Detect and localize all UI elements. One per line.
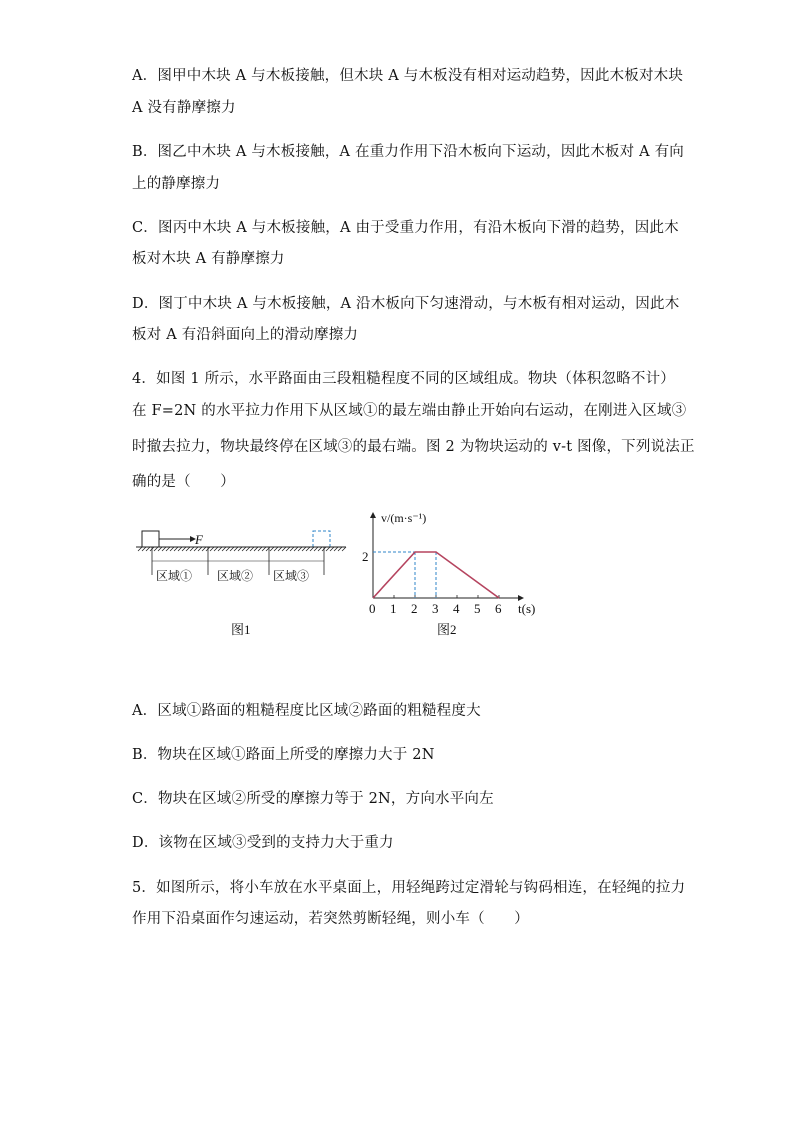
ground-hatch (178, 547, 182, 551)
ground-hatch (314, 547, 318, 551)
ground-hatch (222, 547, 226, 551)
ground-hatch (338, 547, 342, 551)
ground-hatch (290, 547, 294, 551)
x-tick-label: 6 (495, 601, 502, 616)
ground-hatch (154, 547, 158, 551)
q5-stem-line2: 作用下沿桌面作匀速运动，若突然剪断轻绳，则小车（ ） (132, 911, 529, 927)
ground-hatch (170, 547, 174, 551)
q3-option-a-line2: A 没有静摩擦力 (132, 100, 236, 116)
q3-option-a-line1: A．图甲中木块 A 与木板接触，但木块 A 与木板没有相对运动趋势，因此木板对木块 (132, 68, 684, 84)
ground-hatch (226, 547, 230, 551)
x-tick-label: 5 (474, 601, 481, 616)
ground-hatch (158, 547, 162, 551)
ground-hatch (234, 547, 238, 551)
x-tick-label: 0 (369, 601, 376, 616)
ground-hatch (282, 547, 286, 551)
q3-option-b-line2: 上的静摩擦力 (132, 176, 221, 192)
ground-hatch (242, 547, 246, 551)
ground-hatch (274, 547, 278, 551)
q4-stem-line1: 4．如图 1 所示，水平路面由三段粗糙程度不同的区域组成。物块（体积忽略不计） (132, 371, 675, 387)
x-axis-label: t(s) (518, 601, 536, 616)
ground-hatch (138, 547, 142, 551)
q4-stem-line2: 在 F=2N 的水平拉力作用下从区域①的最左端由静止开始向右运动，在刚进入区域③ (132, 403, 687, 419)
ground-hatch (310, 547, 314, 551)
force-label: F (195, 532, 203, 547)
ground-hatch (278, 547, 282, 551)
ground-hatch (166, 547, 170, 551)
q4-option-c: C．物块在区域②所受的摩擦力等于 2N，方向水平向左 (132, 791, 494, 807)
ground-hatch (334, 547, 338, 551)
ground-hatch (142, 547, 146, 551)
ground-hatch (258, 547, 262, 551)
q4-option-a: A．区域①路面的粗糙程度比区域②路面的粗糙程度大 (132, 703, 481, 719)
final-position-block (313, 531, 330, 547)
ground-hatch (298, 547, 302, 551)
ground-hatch (286, 547, 290, 551)
ground-hatch (218, 547, 222, 551)
block (142, 531, 159, 547)
ground-hatch (214, 547, 218, 551)
ground-hatch (238, 547, 242, 551)
y-tick-2: 2 (362, 549, 369, 564)
ground-hatch (186, 547, 190, 551)
figure1-caption: 图1 (231, 622, 251, 637)
ground-hatch (162, 547, 166, 551)
q3-option-d-line2: 板对 A 有沿斜面向上的滑动摩擦力 (132, 327, 359, 343)
ground-hatch (342, 547, 346, 551)
x-tick-label: 4 (453, 601, 460, 616)
region-1-label: 区域① (156, 569, 193, 583)
figure2-caption: 图2 (437, 622, 457, 637)
ground-hatch (254, 547, 258, 551)
ground-hatch (210, 547, 214, 551)
ground-hatch (230, 547, 234, 551)
ground-hatch (302, 547, 306, 551)
ground-hatch (330, 547, 334, 551)
q4-stem-line3: 时撤去拉力，物块最终停在区域③的最右端。图 2 为物块运动的 v-t 图像，下列说法正 (132, 439, 695, 455)
ground-hatch (270, 547, 274, 551)
ground-hatch (262, 547, 266, 551)
ground-hatch (306, 547, 310, 551)
q3-option-c-line2: 板对木块 A 有静摩擦力 (132, 251, 285, 267)
ground-hatch (146, 547, 150, 551)
region-3-label: 区域③ (273, 569, 310, 583)
q3-option-d-line1: D．图丁中木块 A 与木板接触，A 沿木板向下匀速滑动，与木板有相对运动，因此木 (132, 296, 680, 312)
x-tick-label: 2 (411, 601, 418, 616)
y-axis-label: v/(m·s⁻¹) (381, 511, 427, 525)
q3-option-c-line1: C．图丙中木块 A 与木板接触，A 由于受重力作用，有沿木板向下滑的趋势，因此木 (132, 220, 679, 236)
ground-hatch (250, 547, 254, 551)
q4-option-b: B．物块在区域①路面上所受的摩擦力大于 2N (132, 747, 435, 763)
q4-option-d: D．该物在区域③受到的支持力大于重力 (132, 835, 394, 851)
figure1-road-diagram (132, 525, 354, 595)
ground-hatch (294, 547, 298, 551)
ground-hatch (326, 547, 330, 551)
ground-hatch (190, 547, 194, 551)
ground-hatch (174, 547, 178, 551)
x-tick-label: 1 (390, 601, 397, 616)
ground-hatch (182, 547, 186, 551)
region-2-label: 区域② (217, 569, 254, 583)
q5-stem-line1: 5．如图所示，将小车放在水平桌面上，用轻绳跨过定滑轮与钩码相连，在轻绳的拉力 (132, 880, 686, 896)
q4-stem-line4: 确的是（ ） (132, 474, 235, 490)
x-tick-label: 3 (432, 601, 439, 616)
ground-hatch (246, 547, 250, 551)
q3-option-b-line1: B．图乙中木块 A 与木板接触，A 在重力作用下沿木板向下运动，因此木板对 A 有向 (132, 144, 685, 160)
ground-hatch (318, 547, 322, 551)
